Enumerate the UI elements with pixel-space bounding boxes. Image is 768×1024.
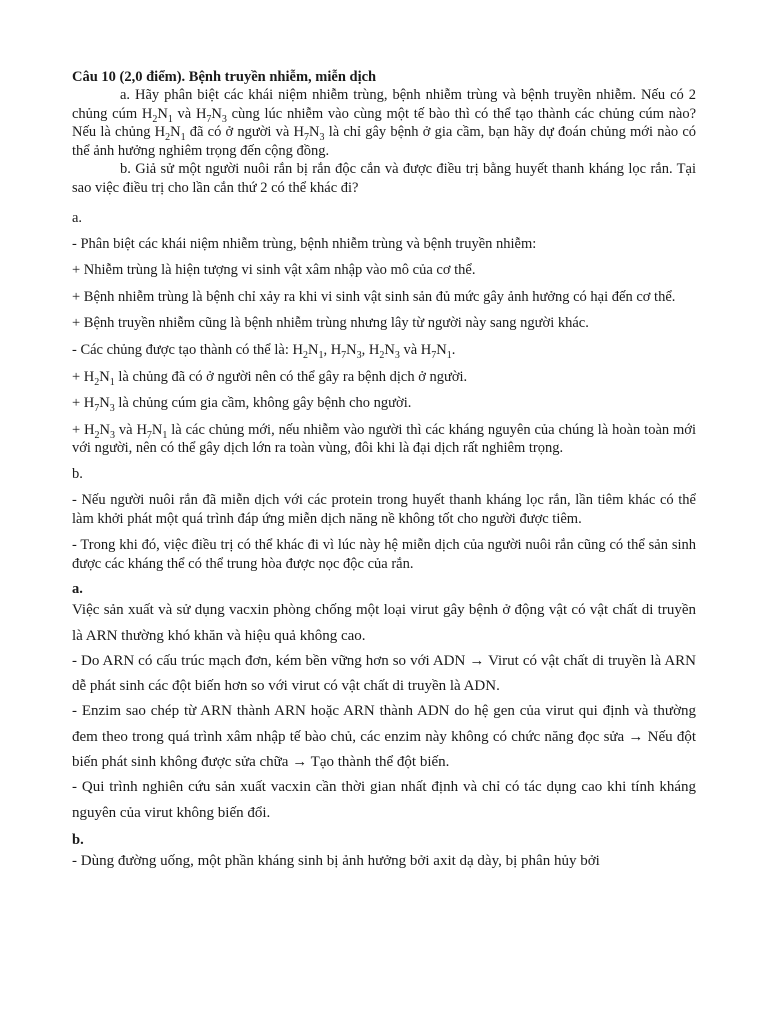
answer1-line: + $H_2N_3$ và $H_7N_1$ là các chủng mới, nếu nhiễm vào người thì các kháng nguyên của chúng là hoàn toàn mới với người, nên có thể gây dịch lớn ra toàn vùng, đôi khi là đại dịch rất nghiêm trọng. [72, 421, 696, 457]
question-part-a: a. Hãy phân biệt các khái niệm nhiễm trùng, bệnh nhiễm trùng và bệnh truyền nhiễm. Nếu có 2 chủng cúm $H_2N_1$ và $H_7N_3$ cùng lúc nhiễm vào cùng một tế bào thì có thể tạo thành các chủng cúm nào? Nếu là chủng $H_2N_1$ đã có ở người và $H_7N_3$ là chỉ gây bệnh ở gia cầm, bạn hãy dự đoán chủng mới nào có thể ảnh hưởng nghiêm trọng đến cộng đồng. [72, 87, 697, 159]
answer1-part-a [72, 235, 696, 458]
answer2-line: Việc sản xuất và sử dụng vacxin phòng chống một loại virut gây bệnh ở động vật có vật chất di truyền là ARN thường khó khăn và hiệu quả không cao. [72, 602, 696, 644]
answer2-part-a [72, 598, 696, 826]
answer1-part-b [72, 491, 696, 573]
answer1-line: + Nhiễm trùng là hiện tượng vi sinh vật xâm nhập vào mô của cơ thể. [72, 262, 476, 279]
answer1-line: - Các chủng được tạo thành có thể là: $H_2N_1$, $H_7N_3$, $H_2N_3$ và $H_7N_1$. [72, 341, 456, 361]
answer2-part-b [72, 849, 696, 874]
answer1-line: + $H_7N_3$ là chủng cúm gia cầm, không gây bệnh cho người. [72, 395, 412, 415]
document-body [72, 68, 696, 874]
answer1-label-a: a. [72, 209, 83, 226]
answer2-line: - Enzim sao chép từ ARN thành ARN hoặc ARN thành ADN do hệ gen của virut qui định và thường đem theo trong quá trình xâm nhập tế bào chủ, các enzim này không có chức năng đọc sửa → Nếu đột biến phát sinh không được sửa chữa → Tạo thành thể đột biến. [72, 703, 696, 771]
answer1-label-b: b. [72, 465, 83, 482]
answer1-b-line: - Nếu người nuôi rắn đã miễn dịch với các protein trong huyết thanh kháng lọc rắn, lần tiêm khác có thể làm khởi phát một quá trình đáp ứng miễn dịch năng nề không tốt cho người được tiêm. [72, 491, 696, 527]
answer2-line: - Do ARN có cấu trúc mạch đơn, kém bền vững hơn so với ADN → Virut có vật chất di truyền là ARN dễ phát sinh các đột biến hơn so với virut có vật chất di truyền là ADN. [72, 652, 696, 695]
answer2-label-a: a. [72, 581, 83, 598]
answer2-b-line: - Dùng đường uống, một phần kháng sinh bị ảnh hưởng bởi axit dạ dày, bị phân hủy bởi [72, 852, 600, 869]
answer2-line: - Qui trình nghiên cứu sản xuất vacxin cần thời gian nhất định và chỉ có tác dụng cao khi tính kháng nguyên của virut không biến đổi. [72, 779, 696, 821]
answer1-line: + Bệnh truyền nhiễm cũng là bệnh nhiễm trùng nhưng lây từ người này sang người khác. [72, 315, 589, 332]
answer1-line: - Phân biệt các khái niệm nhiễm trùng, bệnh nhiễm trùng và bệnh truyền nhiễm: [72, 235, 537, 252]
question-title: Câu 10 (2,0 điểm). Bệnh truyền nhiễm, miễn dịch [72, 69, 377, 85]
answer1-line: + $H_2N_1$ là chủng đã có ở người nên có thể gây ra bệnh dịch ở người. [72, 368, 468, 388]
answer1-line: + Bệnh nhiễm trùng là bệnh chỉ xảy ra khi vi sinh vật sinh sản đủ mức gây ảnh hưởng có hại đến cơ thể. [72, 288, 676, 305]
answer1-b-line: - Trong khi đó, việc điều trị có thể khác đi vì lúc này hệ miễn dịch của người nuôi rắn cũng có thể sản sinh được các kháng thể có thể trung hòa được nọc độc của rắn. [72, 537, 696, 572]
answer2-label-b: b. [72, 831, 84, 848]
question-part-b: b. Giả sử một người nuôi rắn bị rắn độc cắn và được điều trị bằng huyết thanh kháng lọc rắn. Tại sao việc điều trị cho lần cắn thứ 2 có thể khác đi? [72, 161, 696, 196]
